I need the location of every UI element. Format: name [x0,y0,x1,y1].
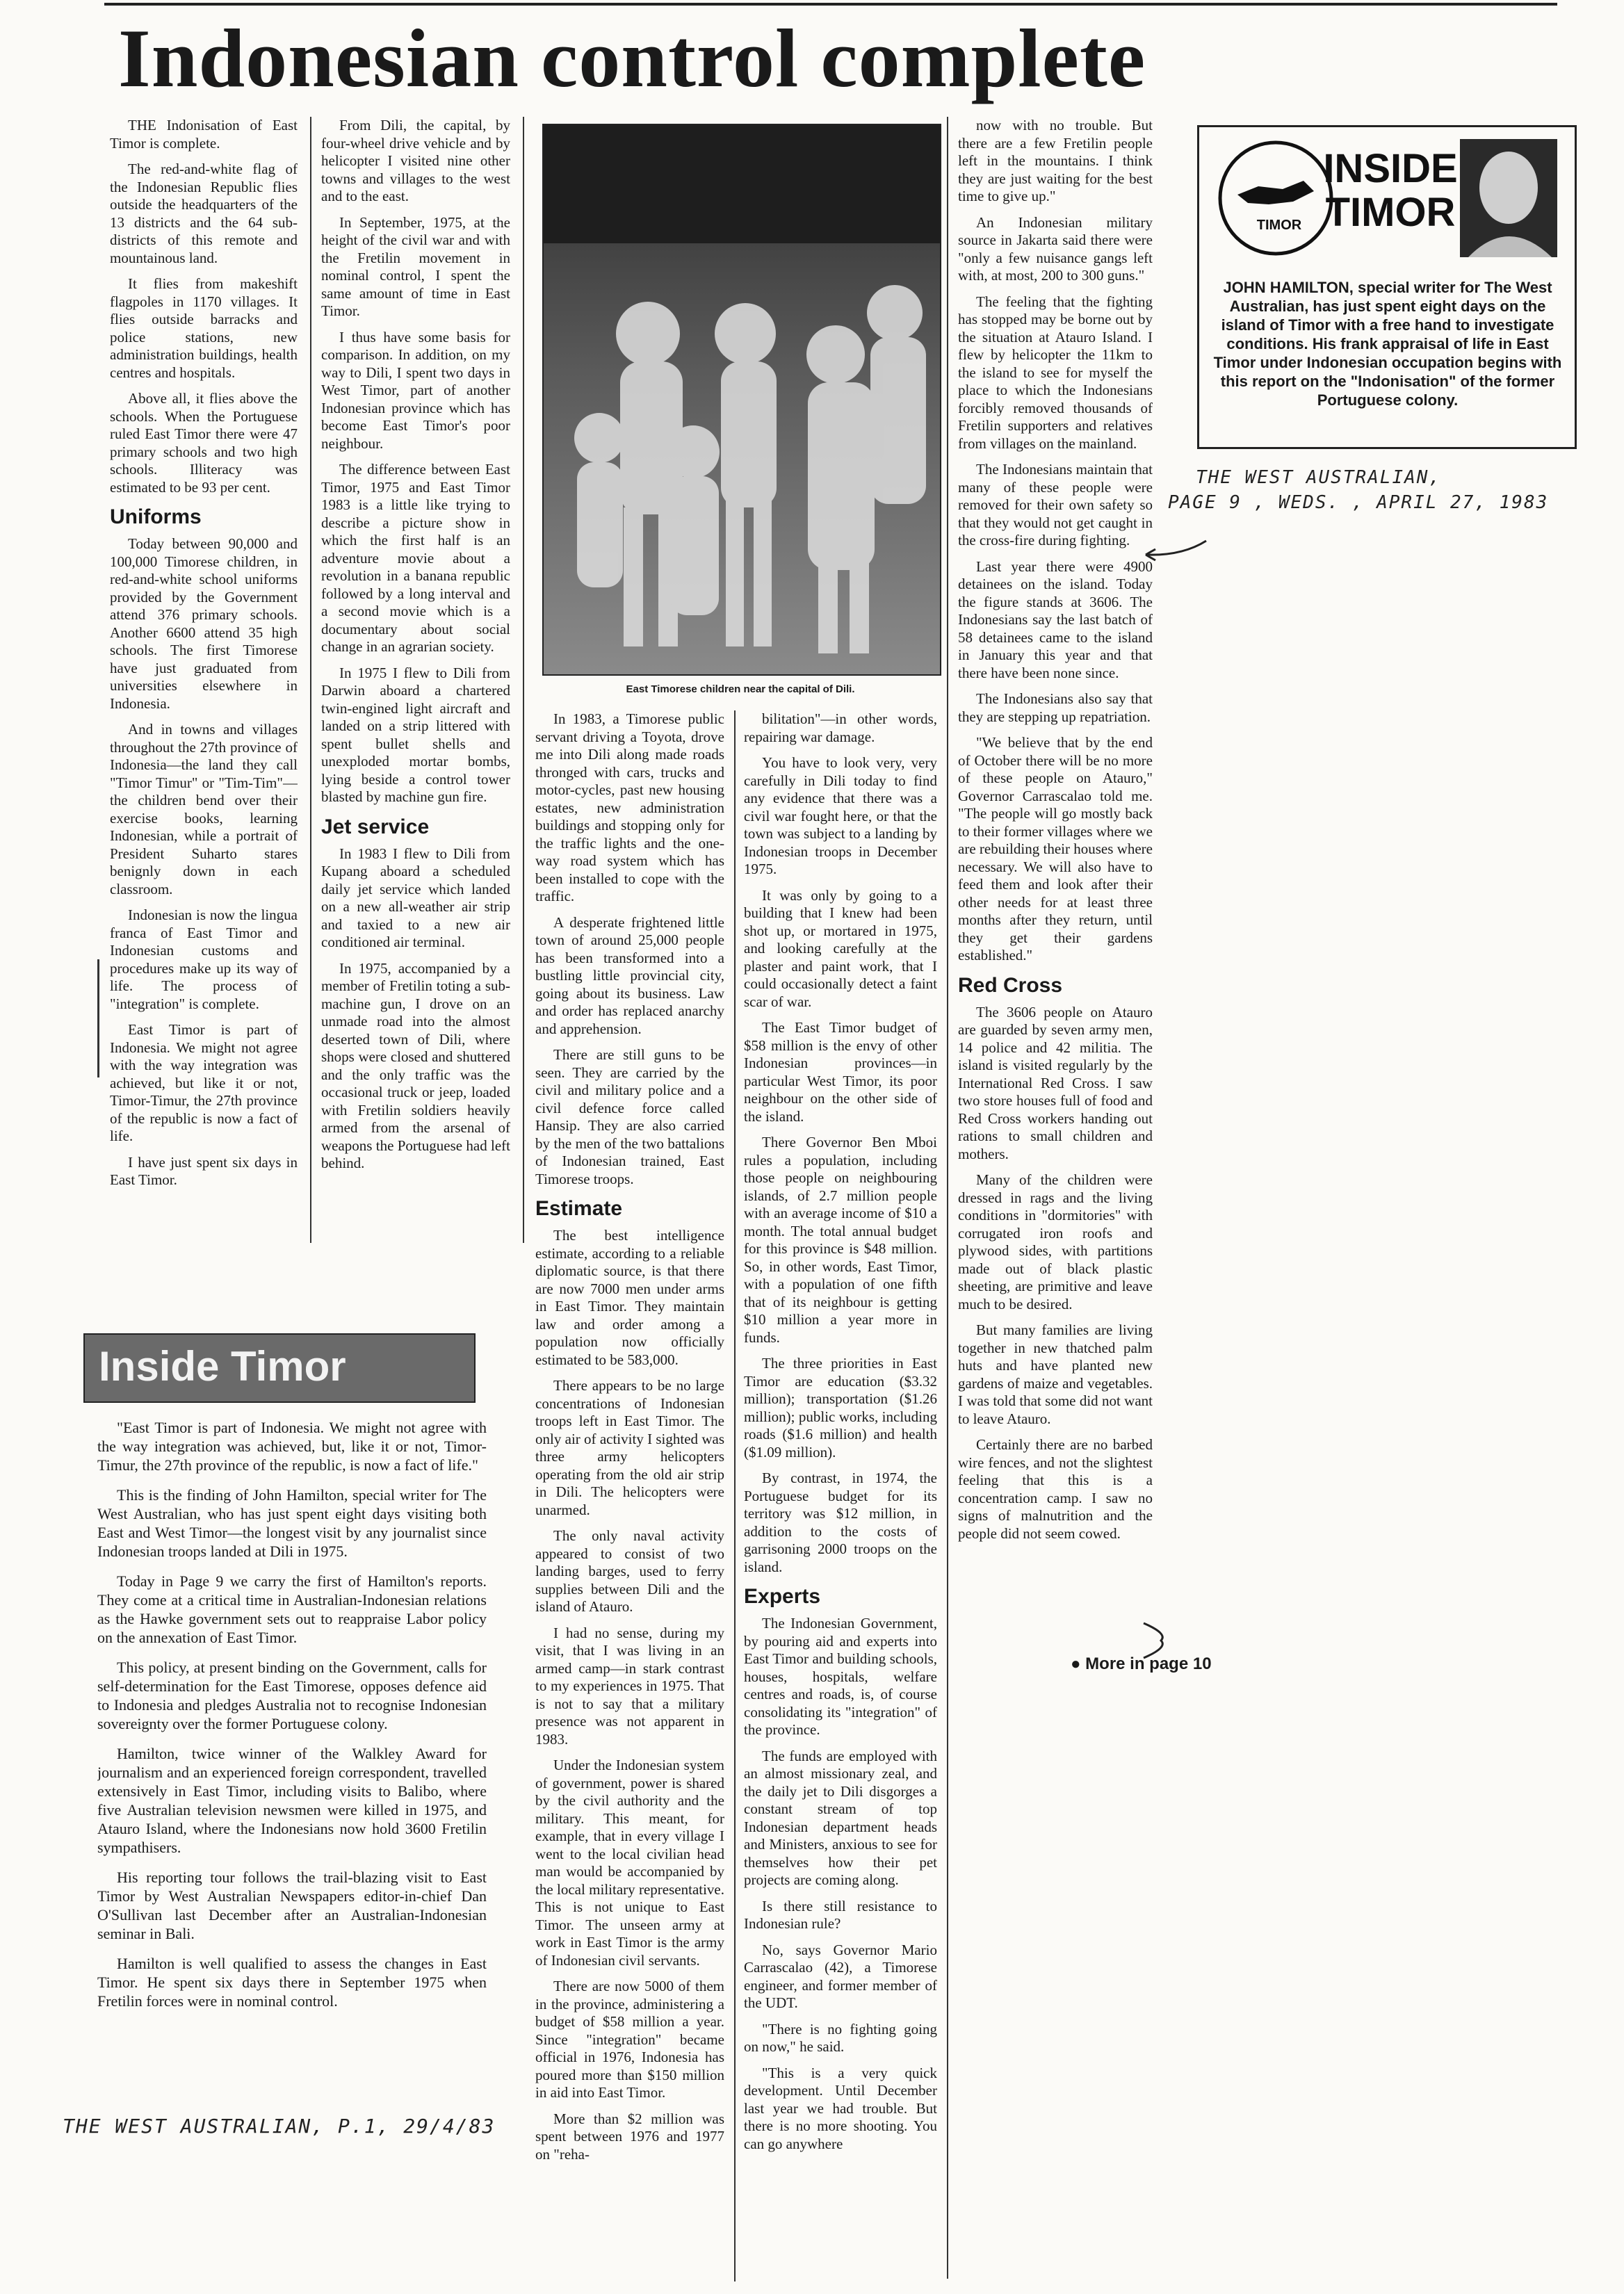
article-paragraph: The Indonesians also say that they are stepping up repatriation. [958,690,1153,725]
sidebar-article [97,1418,487,2183]
article-paragraph: The feeling that the fighting has stopped may be borne out by the situation at Atauro Island. I flew by helicopter the 11km to the island to see for myself the place to which the Indonesians forcibly removed thousands of Fretilin supporters and relatives from villages on the mainland. [958,293,1153,452]
article-paragraph: The 3606 people on Atauro are guarded by seven army men, 14 police and 42 militia. The island is visited regularly by the International Red Cross. I saw two store houses full of food and Red Cross workers handing out rations to small children and mothers. [958,1003,1153,1162]
article-paragraph: In 1983, a Timorese public servant driving a Toyota, drove me into Dili along made roads thronged with cars, trucks and motor-cycles, past new housing estates, new administration buildings and stopping only for the traffic lights and the one-way road system which has been installed to cope with the traffic. [535,710,724,904]
article-paragraph: From Dili, the capital, by four-wheel drive vehicle and by helicopter I visited nine other towns and villages to the west and to the east. [321,117,510,204]
sidebar-paragraph: Hamilton, twice winner of the Walkley Award for journalism and an experienced foreign correspondent, travelled extensively in East Timor, including visits to Balibo, where five Australian television newsmen were killed in 1975, and Atauro Island, where the Indonesians now hold 3600 Fretilin sympathisers. [97,1745,487,1856]
article-paragraph: East Timor is part of Indonesia. We might not agree with the way integration was achieved, but like it or not, Timor-Timur, the 27th province of the republic is now a fact of life. [110,1021,298,1144]
article-paragraph: I had no sense, during my visit, that I was living in an armed camp—in stark contrast to my experiences in 1975. That is not to say that a military presence was not apparent in 1983. [535,1624,724,1748]
article-paragraph: "There is no fighting going on now," he said. [744,2020,937,2055]
article-paragraph: A desperate frightened little town of around 25,000 people has been transformed into a bustling little provincial city, going about its business. Law and order has replaced anarchy and apprehension. [535,913,724,1037]
photo-image [544,125,940,674]
inside-timor-logo [1210,132,1564,264]
column-5 [958,117,1153,1646]
subhead-jet-service: Jet service [321,815,430,838]
column-4-paragraphs-a [744,710,937,1576]
headline: Indonesian control complete [118,12,1146,104]
column-1-paragraphs-a [110,117,298,496]
article-paragraph: Many of the children were dressed in rags and the living conditions in "dormitories" with corrugated iron roofs and plywood sides, with partitions made out of black plastic sheeting, are primitive and leave much to be desired. [958,1171,1153,1312]
article-paragraph: Above all, it flies above the schools. When the Portuguese ruled East Timor there were 47 primary schools and two high schools. Illiteracy was estimated to be 93 per cent. [110,390,298,496]
subhead-experts: Experts [744,1585,821,1608]
subhead-estimate: Estimate [535,1197,623,1220]
article-paragraph: Indonesian is now the lingua franca of East Timor and Indonesian customs and procedures make up its way of life. The process of "integration" is complete. [110,906,298,1012]
article-paragraph: I thus have some basis for comparison. In addition, on my way to Dili, I spent two days in West Timor, part of another Indonesian province which has become East Timor's poor neighbour. [321,328,510,452]
handwritten-note-line-1: THE WEST AUSTRALIAN, [1196,467,1442,488]
article-paragraph: More than $2 million was spent between 1976 and 1977 on "reha- [535,2110,724,2163]
column-5-paragraphs-a [958,117,1153,965]
column-4 [744,710,937,2288]
column-rule [523,117,524,1243]
margin-bracket [97,959,104,1077]
top-rule [104,3,1557,6]
logo-map-label: TIMOR [1256,218,1302,233]
article-paragraph: bilitation"—in other words, repairing war damage. [744,710,937,745]
article-paragraph: The best intelligence estimate, according to a reliable diplomatic source, is that there are now 7000 men under arms in East Timor. They maintain law and order among a population now officially estimated to be 583,000. [535,1227,724,1368]
article-paragraph: I have just spent six days in East Timor. [110,1153,298,1188]
column-2 [321,117,510,1243]
article-paragraph: Under the Indonesian system of government, power is shared by the civil authority and the military. This meant, for example, that in every village I went to the local civilian head man would be accompanied by the local military representative. This is not unique to East Timor. The unseen army at work in East Timor is the army of Indonesian civil servants. [535,1757,724,1969]
article-paragraph: The East Timor budget of $58 million is the envy of other Indonesian provinces—in particular West Timor, its poor neighbour on the other side of the island. [744,1019,937,1125]
column-1 [110,117,298,1243]
article-paragraph: Today between 90,000 and 100,000 Timorese children, in red-and-white school uniforms provided by the Government attend 376 primary schools. Another 6600 attend 35 high schools. The first Timorese have just graduated from universities elsewhere in Indonesia. [110,535,298,712]
article-paragraph: The three priorities in East Timor are education ($3.32 million); transportation ($1.26 million); public works, including roads ($1.6 million) and health ($1.09 million). [744,1355,937,1461]
article-paragraph: In 1975 I flew to Dili from Darwin aboard a chartered twin-engined light aircraft and landed on a strip littered with spent bullet shells and unexploded mortar bombs, lying beside a control tower blasted by machine gun fire. [321,664,510,805]
article-paragraph: You have to look very, very carefully in Dili today to find any evidence that there was a civil war fought here, or that the town was subject to a landing by Indonesian troops in December 1975. [744,754,937,877]
article-paragraph: THE Indonisation of East Timor is complete. [110,117,298,152]
handwritten-note-2: THE WEST AUSTRALIAN, P.1, 29/4/83 [63,2115,496,2138]
sidebar-paragraph: Hamilton is well qualified to assess the changes in East Timor. He spent six days there in September 1975 when Fretilin forces were in nominal control. [97,1955,487,2010]
article-paragraph: The red-and-white flag of the Indonesian Republic flies outside the headquarters of the 13 districts and the 64 sub-districts of this remote and mountainous land. [110,161,298,266]
article-paragraph: The Indonesians maintain that many of these people were removed for their own safety so that they would not get caught in the cross-fire during fighting. [958,461,1153,548]
column-rule [947,117,948,2279]
sidebar-paragraph: "East Timor is part of Indonesia. We might not agree with the way integration was achieved, but, like it or not, Timor-Timur, the 27th province of the republic, is now a fact of life." [97,1419,487,1474]
subhead-red-cross: Red Cross [958,973,1063,997]
article-paragraph: By contrast, in 1974, the Portuguese budget for its territory was $12 million, in addition to the costs of garrisoning 2000 troops on the island. [744,1470,937,1575]
article-paragraph: In 1975, accompanied by a member of Fretilin toting a sub-machine gun, I drove on an unmade road into the almost deserted town of Dili, where shops were closed and shuttered and the only traffic was the occasional truck or jeep, loaded with Fretilin soldiers heavily armed from the arsenal of weapons the Portuguese had left behind. [321,959,510,1171]
subhead-uniforms: Uniforms [110,505,202,528]
article-paragraph: Last year there were 4900 detainees on the island. Today the figure stands at 3606. The Indonesians say the last batch of 58 detainees came to the island in January this year and that there have been none since. [958,558,1153,681]
arrow-icon [1140,535,1210,563]
article-paragraph: The only naval activity appeared to consist of two landing barges, used to ferry supplies between Dili and the island of Atauro. [535,1527,724,1615]
sidebar-paragraphs [97,1418,487,2010]
column-4-paragraphs-b [744,1615,937,2153]
column-2-paragraphs-a [321,117,510,806]
article-paragraph: An Indonesian military source in Jakarta said there were "only a few nuisance gangs left with, at most, 200 to 300 guns." [958,213,1153,284]
more-in-page-10: ● More in page 10 [1071,1654,1212,1673]
timor-map-icon [1237,181,1314,204]
column-3-paragraphs-a [535,710,724,1188]
article-paragraph: The difference between East Timor, 1975 and East Timor 1983 is a little like trying to describe a picture show in which the first half is an adventure movie about a revolution in a banana republic followed by a long interval and a second movie which is a documentary about social change in an agrarian society. [321,461,510,655]
article-paragraph: There are now 5000 of them in the province, administering a budget of $58 million a year. Since "integration" became official in 1976, Indonesia has poured more than $150 million in aid into East Timor. [535,1978,724,2101]
sidebar-paragraph: Today in Page 9 we carry the first of Hamilton's reports. They come at a critical time in Australian-Indonesian relations as the Hawke government sets out to reappraise Labor policy on the annexation of East Timor. [97,1572,487,1646]
logo-timor-text: TIMOR [1325,190,1456,235]
sidebar-paragraph: This is the finding of John Hamilton, special writer for The West Australian, who has just spent eight days visiting both East and West Timor—the longest visit by any journalist since Indonesian troops landed at Dili in 1975. [97,1486,487,1560]
article-paragraph: Is there still resistance to Indonesian rule? [744,1897,937,1932]
article-paragraph: "This is a very quick development. Until December last year we had trouble. But there is no more shooting. You can go anywhere [744,2064,937,2152]
article-paragraph: It was only by going to a building that I knew had been shot up, or mortared in 1975, and looking carefully at the plaster and paint work, that I could occasionally detect a faint scar of war. [744,886,937,1010]
box-intro: JOHN HAMILTON, special writer for The West Australian, has just spent eight days on the island of Timor with a free hand to investigate conditions. His frank appraisal of life in East Timor under Indonesian occupation begins with this report on the "Indonisation" of the former Portuguese colony. [1213,279,1562,409]
article-paragraph: The funds are employed with an almost missionary zeal, and the daily jet to Dili disgorges a constant stream of top Indonesian department heads and Ministers, anxious to see for themselves how their pet projects are coming along. [744,1747,937,1888]
sidebar-paragraph: His reporting tour follows the trail-blazing visit to East Timor by West Australian Newspapers editor-in-chief Dan O'Sullivan last December after an Australian-Indonesian seminar in Bali. [97,1869,487,1942]
article-paragraph: "We believe that by the end of October there will be no more of these people on Atauro," Governor Carrascalao told me. "The people will go mostly back to their former villages where we are rebuilding their houses where necessary. We will also have to feed them and look after their other needs for at least three months after they return, until they get their gardens established." [958,734,1153,963]
column-rule [734,710,736,2281]
column-5-paragraphs-b [958,1004,1153,1543]
column-rule [310,117,311,1243]
article-paragraph: There appears to be no large concentrations of Indonesian troops left in East Timor. The only air of activity I sighted was three army helicopters operating from the old air strip in Dili. The helicopters were unarmed. [535,1377,724,1518]
photo-caption: East Timorese children near the capital of Dili. [626,683,855,695]
article-paragraph: The Indonesian Government, by pouring aid and experts into East Timor and building schools, houses, hospitals, welfare centres and roads, is, of course consolidating its "integration" of the province. [744,1615,937,1738]
margin-brace-icon [1140,1620,1189,1661]
article-paragraph: There Governor Ben Mboi rules a population, including those people on neighbouring islands, of 2.7 million people with an average income of $10 a month. The total annual budget for this province is $48 million. So, in other words, East Timor, with a population of one fifth that of its neighbour is getting $10 million a year more in funds. [744,1134,937,1346]
handwritten-note-line-2: PAGE 9 , WEDS. , APRIL 27, 1983 [1168,492,1549,513]
article-paragraph: And in towns and villages throughout the 27th province of Indonesia—the land they call "Timor Timur" or "Tim-Tim"—the children bend over their exercise books, learning Indonesian, while a portrait of President Suharto stares benignly down in each classroom. [110,721,298,897]
logo-inside-text: INSIDE [1323,146,1458,191]
article-paragraph: now with no trouble. But there are a few Fretilin people left in the mountains. I think they are just waiting for the best time to give up." [958,117,1153,204]
article-paragraph: There are still guns to be seen. They are carried by the civil and military police and a civil defence force called Hansip. They are also carried by the men of the two battalions of Indonesian trained, East Timorese troops. [535,1046,724,1187]
article-paragraph: Certainly there are no barbed wire fences, and not the slightest feeling that this is a concentration camp. I saw no signs of malnutrition and the people did not seem cowed. [958,1436,1153,1542]
column-3 [535,710,724,2288]
article-paragraph: In 1983 I flew to Dili from Kupang aboard a scheduled daily jet service which landed on a new all-weather air strip and taxied to a new air conditioned air terminal. [321,845,510,950]
sidebar-paragraph: This policy, at present binding on the Government, calls for self-determination for the East Timorese, opposes defence aid to Indonesia and pledges Australia not to recognise Indonesian sovereignty over the former Portuguese colony. [97,1659,487,1732]
inside-timor-logo-graphic [1210,132,1564,264]
inside-timor-banner-title: Inside Timor [99,1343,346,1390]
article-paragraph: It flies from makeshift flagpoles in 1170 villages. It flies outside barracks and police stations, new administration buildings, health centres and hospitals. [110,275,298,381]
article-paragraph: In September, 1975, at the height of the civil war and with the Fretilin movement in nominal control, I spent the same amount of time in East Timor. [321,213,510,319]
article-paragraph: But many families are living together in new thatched palm huts and have planted new gardens of maize and vegetables. I was told that some did not want to leave Atauro. [958,1321,1153,1427]
column-3-paragraphs-b [535,1227,724,2163]
article-paragraph: No, says Governor Mario Carrascalao (42), a Timorese engineer, and former member of the UDT. [744,1941,937,2011]
column-1-paragraphs-b [110,535,298,1189]
column-2-paragraphs-b [321,845,510,1173]
photo-children [542,124,941,676]
